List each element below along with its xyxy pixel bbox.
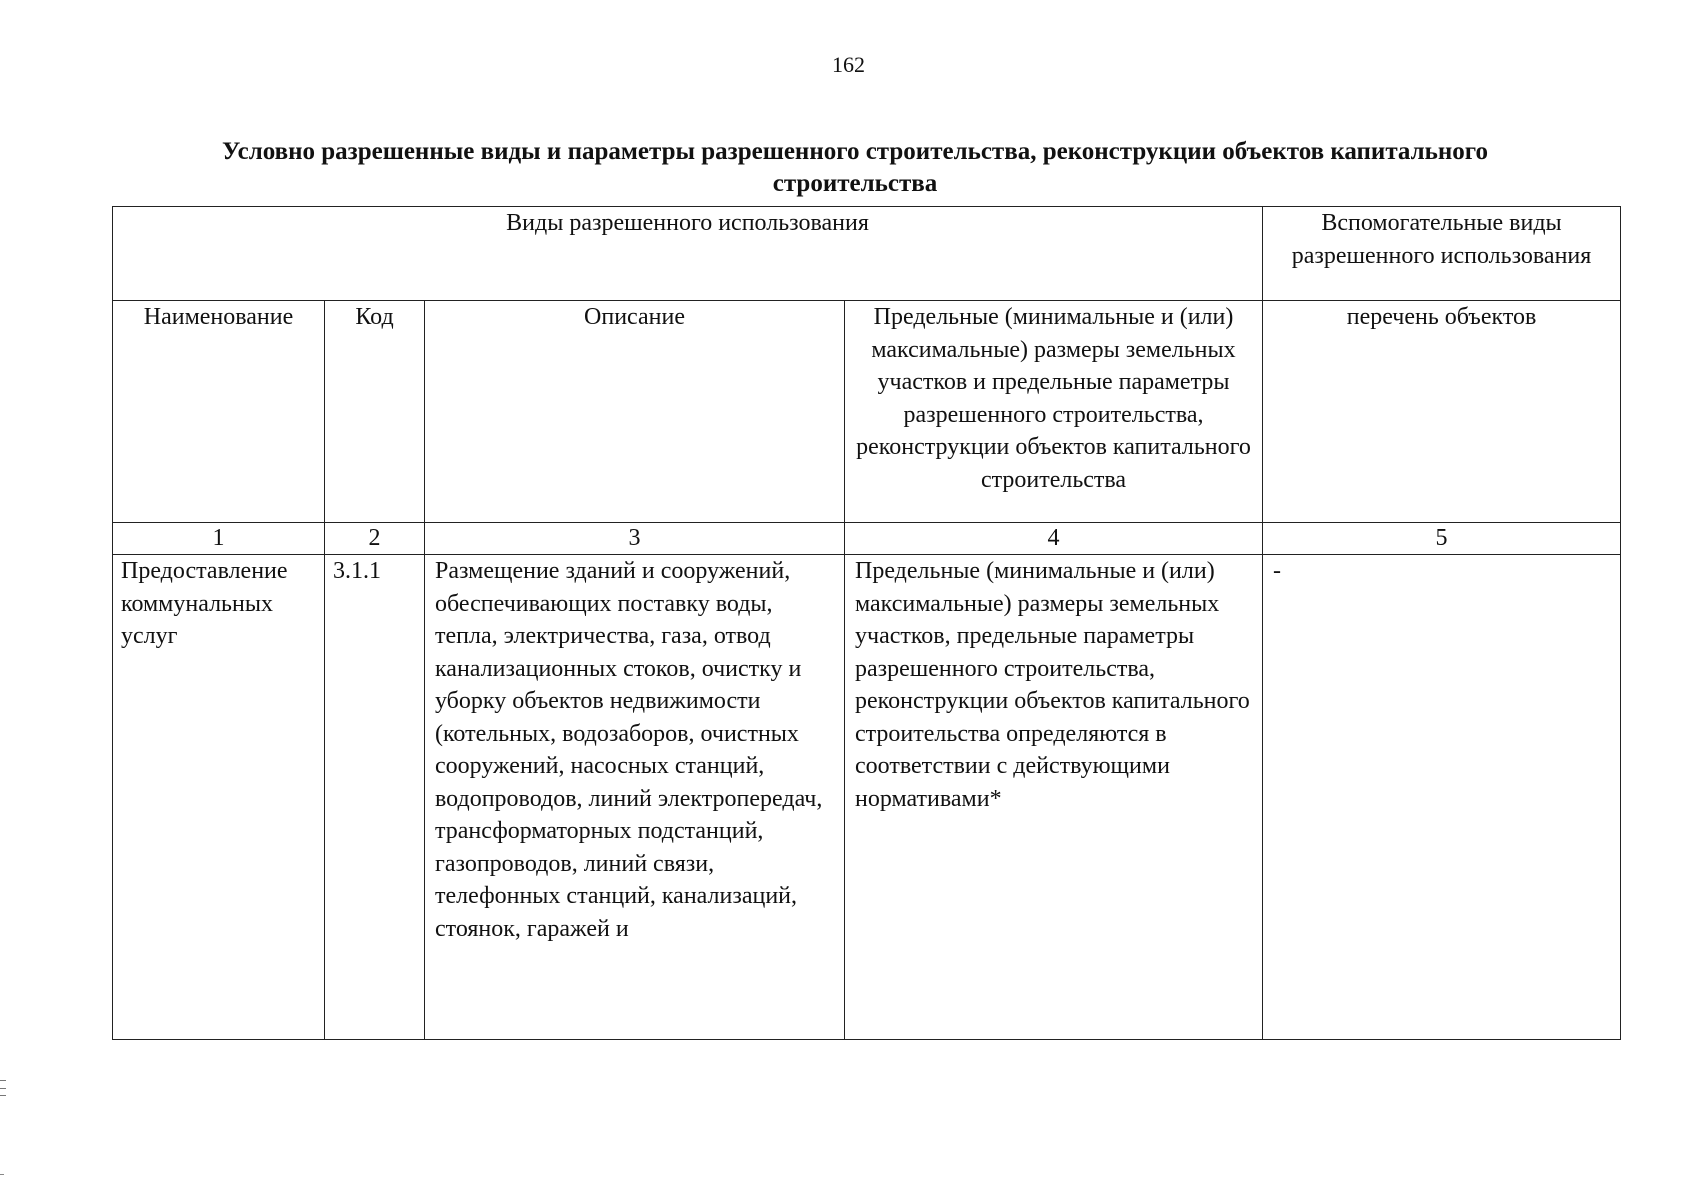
col-number-1: 1 bbox=[113, 523, 325, 555]
col-number-3: 3 bbox=[425, 523, 845, 555]
table-row bbox=[113, 555, 1621, 1040]
group-header-aux: Вспомогательные виды разрешенного использования bbox=[1263, 207, 1621, 301]
cell-params: Предельные (минимальные и (или) максимальные) размеры земельных участков, предельные параметры разрешенного строительства, реконструкции объектов капитального строительства определяются в соответствии с действующими нормативами* bbox=[845, 555, 1263, 1040]
col-number-2: 2 bbox=[325, 523, 425, 555]
cell-name: Предоставление коммунальных услуг bbox=[113, 555, 325, 1040]
cell-code: 3.1.1 bbox=[325, 555, 425, 1040]
page-number: 162 bbox=[832, 52, 865, 77]
cell-aux: - bbox=[1263, 555, 1621, 1040]
group-header-main: Виды разрешенного использования bbox=[113, 207, 1263, 301]
scan-margin-mark bbox=[0, 1080, 6, 1096]
col-header-aux-list: перечень объектов bbox=[1263, 301, 1621, 523]
col-header-code: Код bbox=[325, 301, 425, 523]
table-column-header-row bbox=[113, 301, 1621, 523]
col-header-name: Наименование bbox=[113, 301, 325, 523]
table-column-number-row bbox=[113, 523, 1621, 555]
col-header-params: Предельные (минимальные и (или) максимальные) размеры земельных участков и предельные параметры разрешенного строительства, реконструкции объектов капитального строительства bbox=[845, 301, 1263, 523]
table-group-header-row bbox=[113, 207, 1621, 301]
permitted-use-table bbox=[112, 206, 1621, 1040]
col-number-4: 4 bbox=[845, 523, 1263, 555]
col-number-5: 5 bbox=[1263, 523, 1621, 555]
document-title: Условно разрешенные виды и параметры разрешенного строительства, реконструкции объектов капитального строительства bbox=[221, 138, 1489, 197]
cell-description: Размещение зданий и сооружений, обеспечивающих поставку воды, тепла, электричества, газа, отвод канализационных стоков, очистку и уборку объектов недвижимости (котельных, водозаборов, очистных сооружений, насосных станций, водопроводов, линий электропередач, трансформаторных подстанций, газопроводов, линий связи, телефонных станций, канализаций, стоянок, гаражей и bbox=[425, 555, 845, 1040]
scan-margin-dash bbox=[0, 1174, 4, 1175]
col-header-description: Описание bbox=[425, 301, 845, 523]
